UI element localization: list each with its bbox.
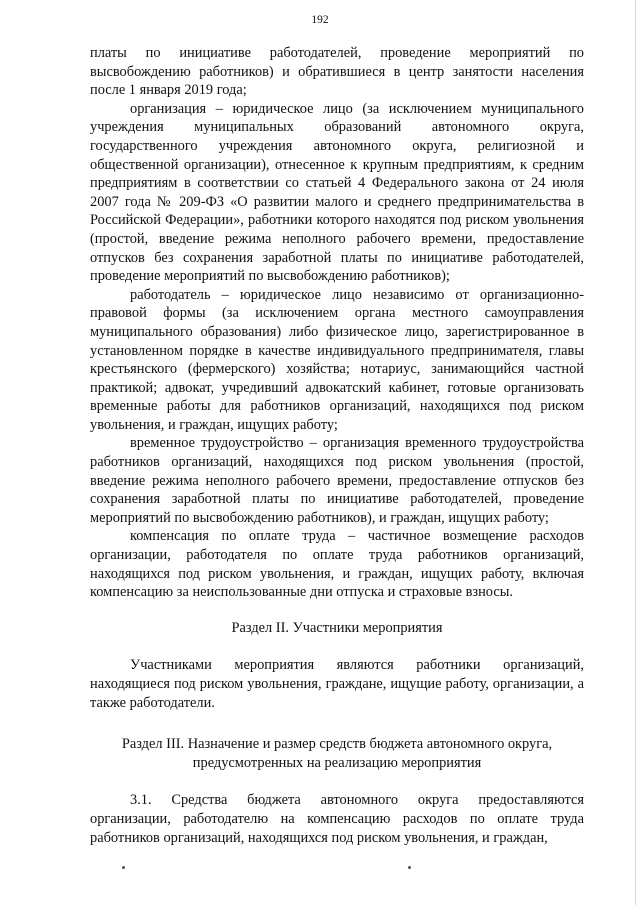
section-3-paragraph: 3.1. Средства бюджета автономного округа предоставляются организации, работодателю на компенсацию расходов по оплате труда работников организаций, находящихся под риском увольнения, и граждан, <box>90 792 584 846</box>
scan-edge-line <box>635 0 636 905</box>
definition-employer: работодатель – юридическое лицо независимо от организационно-правовой формы (за исключением органа местного самоуправления муниципального образования) либо физическое лицо, зарегистрированное в установленном порядке в качестве индивидуального предпринимателя, главы крестьянского (фермерского) хозяйства; нотариус, занимающийся частной практикой; адвокат, учредивший адвокатский кабинет, готовые организовать временные работы для работников организаций, находящихся под риском увольнения, и граждан, ищущих работу; <box>90 286 584 433</box>
page-number: 192 <box>311 14 329 26</box>
scan-speck-left <box>122 866 125 869</box>
scan-speck-right <box>408 866 411 869</box>
section-2-paragraph: Участниками мероприятия являются работники организаций, находящиеся под риском увольнения, граждане, ищущие работу, организации, а также работодатели. <box>90 657 584 711</box>
document-body <box>90 44 584 847</box>
definition-organization: организация – юридическое лицо (за исключением муниципального учреждения муниципальных образований автономного округа, государственного учреждения автономного округа, религиозной и общественной организации), отнесенное к крупным предприятиям, к средним предприятиям в соответствии со статьей 4 Федерального закона от 24 июля 2007 года № 209-ФЗ «О развитии малого и среднего предпринимательства в Российской Федерации», работники которого находятся под риском увольнения (простой, введение режима неполного рабочего времени, предоставление отпусков без сохранения заработной платы по инициативе работодателей, проведение мероприятий по высвобождению работников); <box>90 100 584 285</box>
section-3-heading-line-1: Раздел III. Назначение и размер средств бюджета автономного округа, <box>121 736 553 753</box>
scan-specks <box>0 866 640 876</box>
definition-temporary-employment: временное трудоустройство – организация временного трудоустройства работников организаций, находящихся под риском увольнения (простой, введение режима неполного рабочего времени, предоставление отпусков без сохранения заработной платы по инициативе работодателей, проведение мероприятий по высвобождению работников), и граждан, ищущих работу; <box>90 435 584 526</box>
definition-compensation: компенсация по оплате труда – частичное возмещение расходов организации, работодателя по оплате труда работников организаций, находящихся под риском увольнения, и граждан, ищущих работу, включая компенсацию за неиспользованные дни отпуска и страховые взносы. <box>90 528 584 601</box>
section-3-heading-line-2: предусмотренных на реализацию мероприятия <box>192 754 482 771</box>
section-2-heading: Раздел II. Участники мероприятия <box>231 619 443 636</box>
paragraph-continuation: платы по инициативе работодателей, проведение мероприятий по высвобождению работников) и обратившиеся в центр занятости населения после 1 января 2019 года; <box>90 45 584 99</box>
